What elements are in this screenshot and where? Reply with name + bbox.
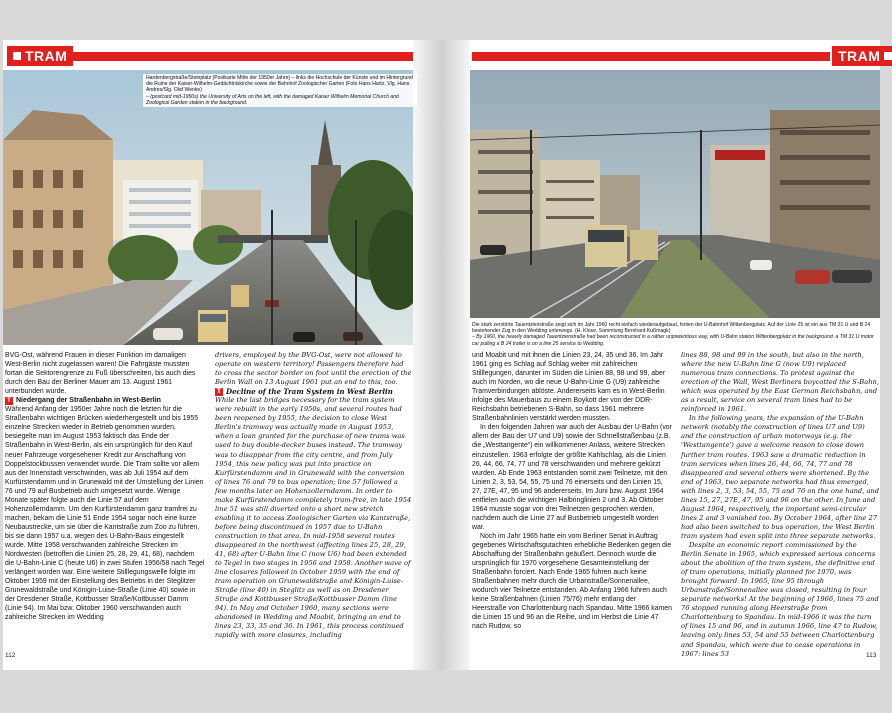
heading-text: Decline of the Tram System in West Berlin <box>226 387 393 397</box>
page-number: 112 <box>5 652 16 659</box>
paragraph: drivers, employed by the BVG-Ost, were not allowed to operate on western territory! Passengers therefore had to cross the sector border on foot until the erection of the Berlin Wall on 13 August 1961 put an end to this, too. <box>215 351 412 387</box>
book-gutter <box>413 40 470 670</box>
section-heading <box>215 387 412 396</box>
section-heading <box>5 396 205 405</box>
text-column-english <box>681 351 879 659</box>
caption-german: Hardenbergstraße/Steinplatz (Postkarte Mitte der 1950er Jahre) – links die Hochschule der Künste und im Hintergrund die Ruine der Kaiser-Wilhelm-Gedächtniskirche sowie der Bahnhof Zoologischer Garten (Foto Hans Hartz, Vlg. Hans Andres/Slg. Olaf Wenke) <box>146 75 413 94</box>
square-icon <box>884 52 892 60</box>
paragraph: Während Anfang der 1950er Jahre noch die letzten für die Straßenbahn wichtigen Brücken wiederhergestellt und bis 1955 einzelne Strecken wieder in Betrieb genommen wurden, besiegelte man im August 1953 faktisch das Ende der Straßenbahn in West-Berlin, als ein ursprünglich für den Kauf neuer Fahrzeuge vorgesehener Kredit zur Anschaffung von Doppelstockbussen verwendet wurde. Die Tram sollte vor allem aus der Innenstadt verschwinden, was ab Juli 1954 auf dem Kurfürstendamm und in Grunewald mit der Umstellung der Linien 76 und 79 auf Busbetrieb auch umgesetzt wurde. Wenige Monate später folgte auch die Linie 57 auf dem Hohenzollerndamm. Um den Kurfürstendamm ganz tramfrei zu machen, bekam die Linie 51 Ende 1954 sogar noch eine kurze Neubaustrecke, um sie über die Kantstraße zum Zoo zu führen, bis sie dann 1957 u.a. wegen des U-Bahn-Baus eingestellt wurde. Mitte 1958 verschwanden zahlreiche Strecken im Nordwesten (betroffen die Linien 25, 28, 29, 41, 68), nachdem die U-Bahn-Linie C (heute U6) in zwei Stufen 1956/58 nach Tegel verlängert worden war. Eine weitere Stilllegungswelle folgte im Oktober 1959 mit der Einstellung des Betriebs in der Steglitzer Grunewaldstraße und Königin-Luise-Straße (Linie 40) sowie in der Dresdener Straße, Kottbusser Straße/Kottbusser Damm (Linie 94). Im Mai bzw. Oktober 1960 verschwanden auch zahlreiche Strecken im Wedding <box>5 406 205 622</box>
street-photo-illustration <box>3 70 413 345</box>
section-tag <box>832 46 892 66</box>
square-icon <box>13 52 21 60</box>
text-column-german <box>472 351 672 631</box>
paragraph: Despite an economic report commissioned by the Berlin Senate in 1965, which expressed serious concerns about the abolition of the tram system, the definitive end of tram operations, initially planned for 1970, was brought forward. In 1965, line 95 through Urbanstraße/Sonnenallee was closed, resulting in four separate networks! At the beginning of 1966, lines 75 and 76 stopped running along Heerstraße from Charlottenburg to Spandau. In mid-1966 it was the turn of lines 15 and 96, and in autumn 1966, line 47 to Rudow, leaving only lines 53, 54 and 55 between Charlottenburg and Spandau, which were due to cease operations in 1967: lines 53 <box>681 540 879 658</box>
caption-english: – By 1960, the heavily damaged Tauentzienstraße had been reconstructed in a rather unpretentious way, with U-Bahn station Wittenbergplatz in the background. a TM 31 U motor car pulling a B 24 trailer is on a line 25 service to Wedding. <box>472 334 874 347</box>
caption-english: – (postcard mid-1950s) the University of Arts on the left, with the damaged Kaiser Wilhelm Memorial Church and Zoological Garden station in the background. <box>146 93 399 106</box>
paragraph: While the last bridges necessary for the tram system were rebuilt in the early 1950s, and several routes had been reopened by 1955, the decision to close West Berlin's tramway was actually made in August 1953, when a loan granted for the purchase of new trams was used to buy double-decker buses instead. The tramway was to disappear from the city centre, and from July 1954, this new policy was put into practice on Kurfürstendamm and in Grunewald with the conversion of lines 76 and 79 to bus operation; line 57 followed a few months later on Hohenzollerndamm. In order to make Kurfürstendamm completely tram-free, in late 1954 line 51 was still diverted onto a short new stretch enabling it to access Zoologischer Garten via Kantstraße, before being discontinued in 1957 due to U-Bahn construction in that area. In mid-1958 several routes disappeared in the northwest (affecting lines 25, 28, 29, 41, 68) after U-Bahn line C (now U6) had been extended to Tegel in two stages in 1956 and 1958. Another wave of line closures followed in October 1959 with the end of tram operation on Grunewaldstraße and Königin-Luise-Straße (line 40) in Steglitz as well as on Dresdener Straße and Kottbusser Straße/Kottbusser Damm (line 94). In May and October 1960, many sections were abandoned in Wedding and Moabit, bringing an end to lines 23, 33, 35 and 36. In 1961, this process continued rapidly with more closures, including <box>215 396 412 640</box>
photo-caption <box>143 74 417 107</box>
paragraph: lines 88, 98 and 99 in the south, but also in the north, where the new U-Bahn line G (now U9) replaced numerous tram connections. To protest against the erection of the Wall, West Berliners boycotted the S-Bahn, which was operated by the East German Reichsbahn, and as a result, service on several tram lines had to be reinforced in 1961. <box>681 351 879 414</box>
section-label: TRAM <box>838 48 881 64</box>
left-page <box>3 40 413 670</box>
heading-text: Niedergang der Straßenbahn in West-Berlin <box>16 397 161 405</box>
tram-marker-icon: T <box>5 397 13 405</box>
section-label: TRAM <box>25 48 68 64</box>
section-tag <box>7 46 73 66</box>
header-bar <box>59 52 413 61</box>
paragraph: und Moabit und mit ihnen die Linien 23, 24, 35 und 36. Im Jahr 1961 ging es Schlag auf Schlag weiter mit zahlreichen Stilllegungen, darunter im Süden die Linien 88, 98 und 99, aber auch im Norden, wo die neue U-Bahn-Linie G (U9) zahlreiche Tramverbindungen ablöste. Andererseits kam es in West-Berlin infolge des Mauerbaus zu einem Boykott der von der DDR-Reichsbahn betriebenen S-Bahn, so dass 1961 mehrere Straßenbahnlinien verstärkt werden mussten. <box>472 352 666 423</box>
paragraph: BVG-Ost, während Frauen in dieser Funktion im damaligen West-Berlin nicht zugelassen waren! Die Fahrgäste mussten fortan die Sektorengrenze zu Fuß überschreiten, bis auch dies durch den Bau der Berliner Mauer am 13. August 1961 unterbunden wurde. <box>5 352 196 396</box>
right-page <box>470 40 880 670</box>
street-photo-tauentzienstrasse <box>470 70 880 318</box>
street-photo-hardenbergstrasse <box>3 70 413 345</box>
paragraph: In the following years, the expansion of the U-Bahn network (notably the construction of lines U7 and U9) and the construction of urban motorways (e.g. the 'Westtangente') gave a welcome reason to close down further tram routes. 1963 saw a dramatic reduction in tram services when lines 26, 44, 66, 74, 77 and 78 disappeared and several others were shortened. By the end of 1963, two separate networks had thus emerged, with lines 2, 3, 53, 54, 55, 75 and 76 on the one hand, and lines 15, 27, 27E, 47, 95 and 96 on the other. In June and August 1964, respectively, the important semi-circular lines 2 and 3 vanished too. By October 1964, after line 27 had also been switched to bus operation, the West Berlin tram system had even split into three separate networks. <box>681 414 880 540</box>
paragraph: In den folgenden Jahren war auch der Ausbau der U-Bahn (vor allem der Bau der U7 und U9) sowie der Schnellstraßenbau (z.B. die „Westtangente“) ein willkommener Anlass, weitere Strecken einzustellen. 1963 erfolgte der größte Kahlschlag, als die Linien 26, 44, 66, 74, 77 und 78 verschwanden und mehrere gekürzt wurden. Ab Ende 1963 entstanden somit zwei Teilnetze, mit den Linien 2, 3, 53, 54, 55, 75 und 76 einerseits und den Linien 15, 27, 27E, 47, 95 und 96 andererseits. Im Juni bzw. August 1964 entfielen auch die wichtigen Halbringlinien 2 und 3. Ab Oktober 1964 musste sogar von drei Teilnetzen gesprochen werden, nachdem auch die Linie 27 auf Busbetrieb umgestellt worden war. <box>472 424 672 531</box>
page-number: 113 <box>866 652 877 659</box>
text-column-german <box>5 351 205 622</box>
header-bar <box>472 52 830 61</box>
paragraph: Noch im Jahr 1965 hatte ein vom Berliner Senat in Auftrag gegebenes Wirtschaftsgutachten erhebliche Bedenken gegen die Abschaffung der Straßenbahn geäußert. Dennoch wurde die ursprünglich für 1970 vorgesehene Gesamteinstellung der Straßenbahn forciert. Nach Ende 1965 fuhren auch keine Straßenbahnen mehr durch die Urbanstraße/Sonnenallee, wodurch vier Teilnetze entstanden. Ab Anfang 1966 fuhren auch keine Straßenbahnen (Linien 75/76) mehr entlang der Heerstraße von Charlottenburg nach Spandau. Mitte 1966 kamen die Linien 15 und 96 an die Reihe, und im Herbst die Linie 47 nach Rudow, so <box>472 532 672 631</box>
street-photo-illustration <box>470 70 880 318</box>
photo-caption <box>472 322 878 347</box>
caption-german: Die stark zerstörte Tauentzienstraße zeigt sich im Jahr 1960 recht einfach wiederaufgebaut, hinten der U-Bahnhof Wittenbergplatz. Auf der Linie 25 ist ein aus TM 31 U und B 24 bestehender Zug in den Wedding unterwegs. (H. Klose, Sammlung Bernhard Kußmagk) <box>472 322 871 335</box>
tram-marker-icon: T <box>216 387 222 395</box>
text-column-english <box>215 351 412 641</box>
